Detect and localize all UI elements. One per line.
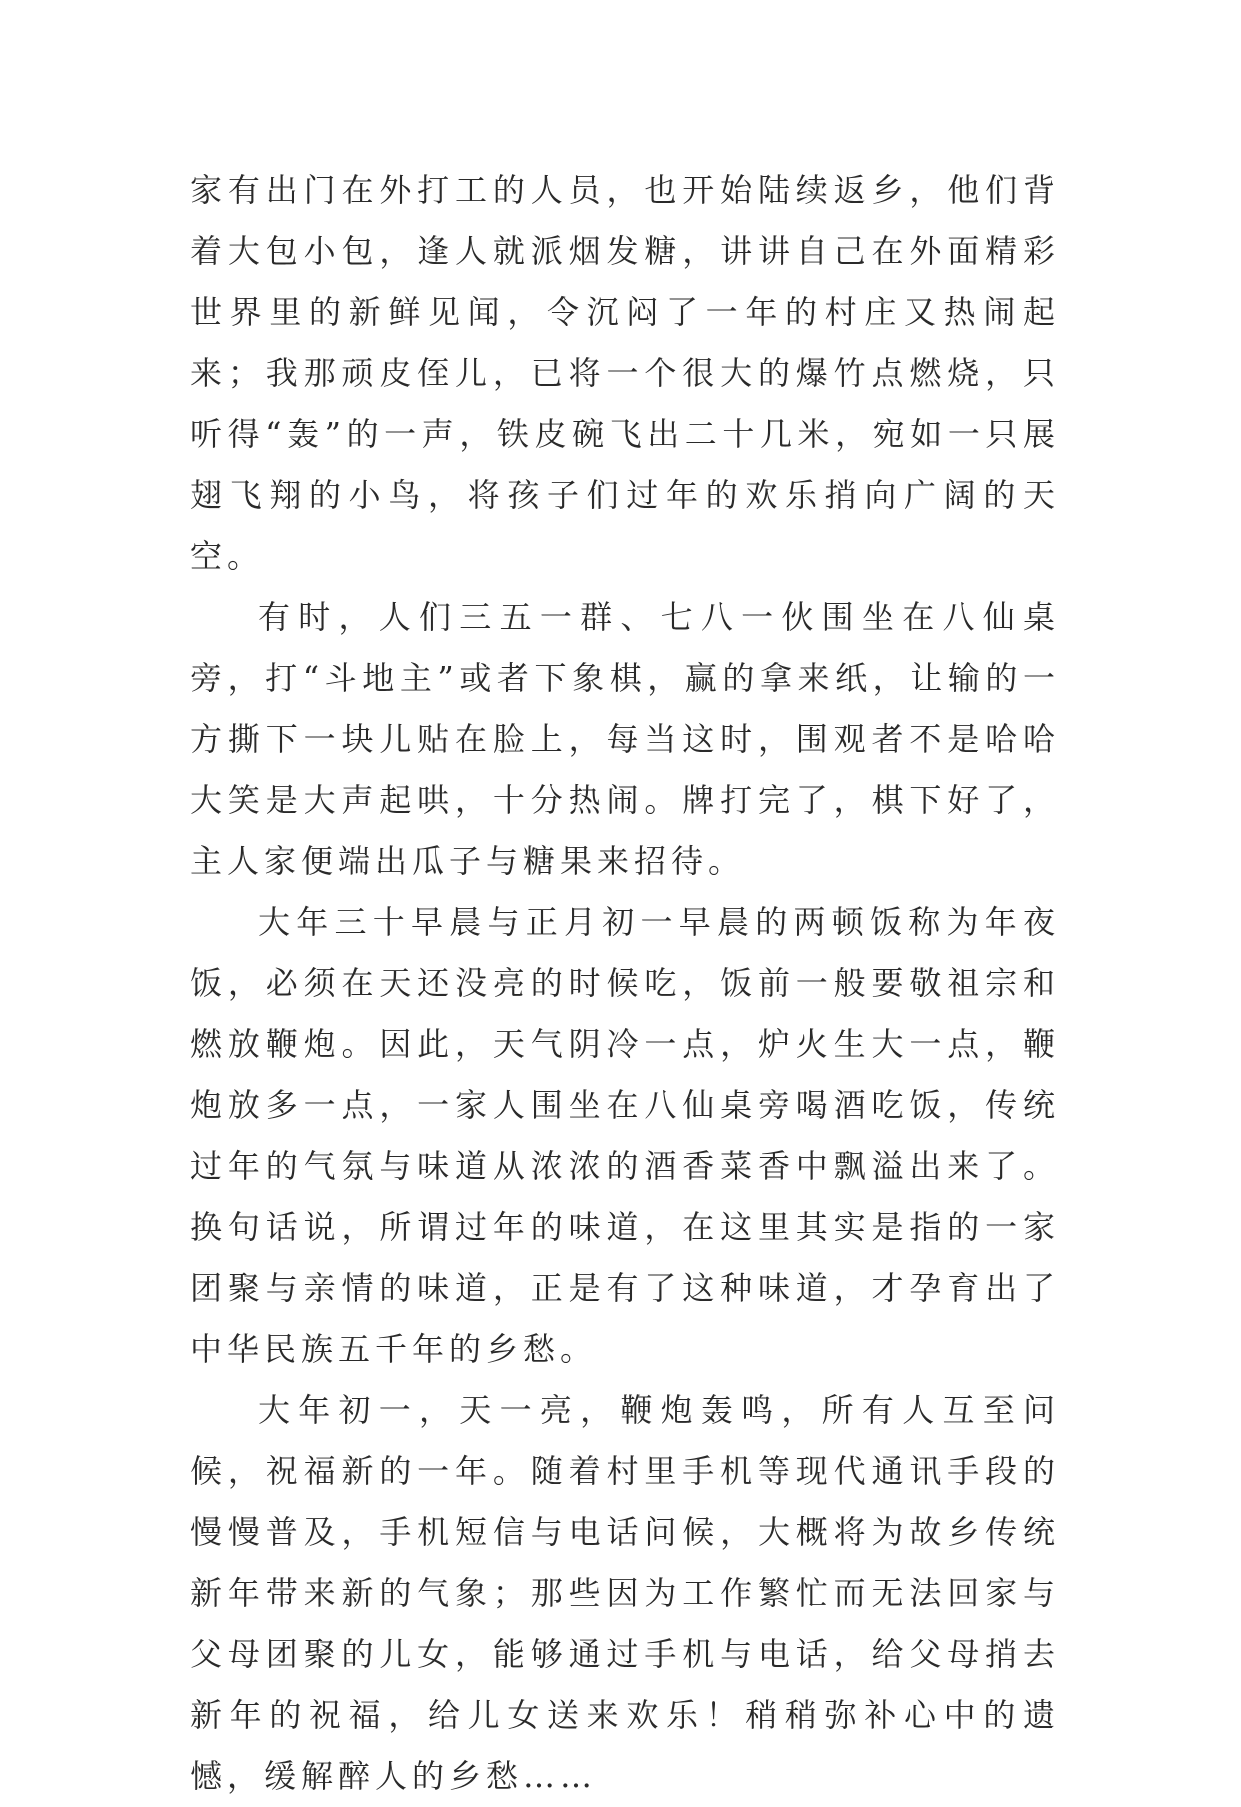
paragraph: 有时，人们三五一群、七八一伙围坐在八仙桌旁，打“斗地主”或者下象棋，赢的拿来纸，让输的一方撕下一块儿贴在脸上，每当这时，围观者不是哈哈大笑是大声起哄，十分热闹。牌打完了，棋下好了，主人家便端出瓜子与糖果来招待。 (190, 598, 1060, 880)
paragraph: 大年初一，天一亮，鞭炮轰鸣，所有人互至问候，祝福新的一年。随着村里手机等现代通讯手段的慢慢普及，手机短信与电话问候，大概将为故乡传统新年带来新的气象；那些因为工作繁忙而无法回家与父母团聚的儿女，能够通过手机与电话，给父母捎去新年的祝福，给儿女送来欢乐！稍稍弥补心中的遗憾，缓解醉人的乡愁…… (190, 1391, 1060, 1795)
paragraph: 大年三十早晨与正月初一早晨的两顿饭称为年夜饭，必须在天还没亮的时候吃，饭前一般要敬祖宗和燃放鞭炮。因此，天气阴冷一点，炉火生大一点，鞭炮放多一点，一家人围坐在八仙桌旁喝酒吃饭，传统过年的气氛与味道从浓浓的酒香菜香中飘溢出来了。换句话说，所谓过年的味道，在这里其实是指的一家团聚与亲情的味道，正是有了这种味道，才孕育出了中华民族五千年的乡愁。 (190, 903, 1060, 1368)
document-body (190, 160, 1060, 1807)
paragraph-continued: 家有出门在外打工的人员，也开始陆续返乡，他们背着大包小包，逢人就派烟发糖，讲讲自己在外面精彩世界里的新鲜见闻，令沉闷了一年的村庄又热闹起来；我那顽皮侄儿，已将一个很大的爆竹点燃烧，只听得“轰”的一声，铁皮碗飞出二十几米，宛如一只展翅飞翔的小鸟，将孩子们过年的欢乐捎向广阔的天空。 (190, 171, 1060, 575)
